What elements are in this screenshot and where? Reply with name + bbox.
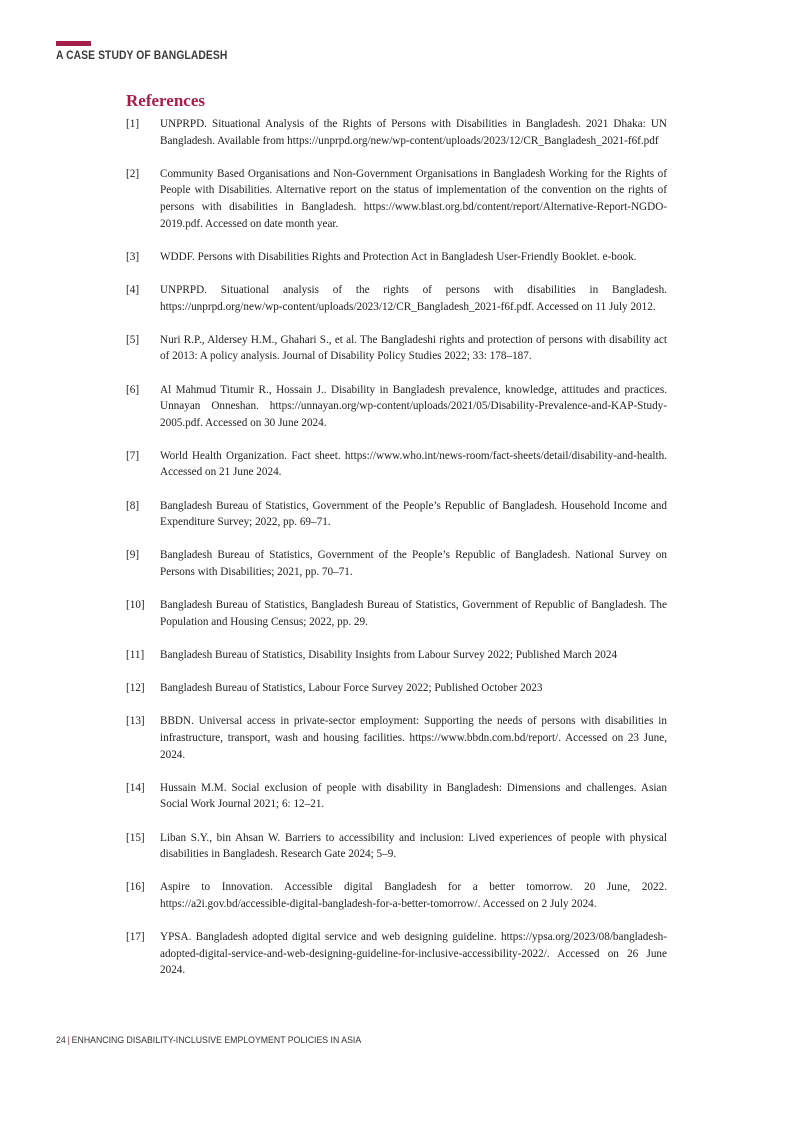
reference-text: Bangladesh Bureau of Statistics, Labour Force Survey 2022; Published October 2023	[160, 682, 543, 695]
footer-separator: |	[67, 1035, 70, 1046]
reference-number: [8]	[126, 499, 140, 512]
reference-item	[126, 382, 667, 432]
reference-number: [15]	[126, 831, 145, 844]
reference-text: UNPRPD. Situational Analysis of the Rights of Persons with Disabilities in Bangladesh. 2021 Dhaka: UN Bangladesh. Available from https://unprpd.org/new/wp-content/uploads/2023/12/CR_Bangladesh_2021-f6f.pdf	[160, 118, 667, 147]
reference-number: [4]	[126, 283, 140, 296]
reference-text: UNPRPD. Situational analysis of the rights of persons with disabilities in Bangladesh. https://unprpd.org/new/wp-content/uploads/2023/12/CR_Bangladesh_2021-f6f.pdf. Accessed on 11 July 2012.	[160, 283, 667, 313]
reference-text: YPSA. Bangladesh adopted digital service and web designing guideline. https://ypsa.org/2023/08/bangladesh-adopted-digital-service-and-web-designing-guideline-for-inclusive-accessibility-2022/. Accessed on 26 June 2024.	[160, 931, 667, 977]
reference-item	[126, 332, 667, 365]
reference-text: BBDN. Universal access in private-sector employment: Supporting the needs of persons with disabilities in infrastructure, transport, wash and housing facilities. https://www.bbdn.com.bd/report/. Accessed on 23 June, 2024.	[160, 715, 667, 761]
reference-number: [12]	[126, 682, 145, 695]
reference-text: Hussain M.M. Social exclusion of people with disability in Bangladesh: Dimensions and challenges. Asian Social Work Journal 2021; 6: 12–21.	[160, 781, 667, 811]
reference-item	[126, 547, 667, 580]
reference-text: Bangladesh Bureau of Statistics, Disability Insights from Labour Survey 2022; Published March 2024	[160, 649, 618, 661]
reference-text: WDDF. Persons with Disabilities Rights and Protection Act in Bangladesh User-Friendly Booklet. e-book.	[160, 250, 637, 263]
reference-text: Liban S.Y., bin Ahsan W. Barriers to accessibility and inclusion: Lived experiences of people with physical disabilities in Bangladesh. Research Gate 2024; 5–9.	[160, 831, 667, 861]
reference-number: [16]	[126, 881, 145, 894]
footer-publication-title: ENHANCING DISABILITY-INCLUSIVE EMPLOYMENT POLICIES IN ASIA	[71, 1035, 362, 1046]
running-header: A CASE STUDY OF BANGLADESH	[56, 48, 228, 62]
reference-list	[126, 116, 667, 995]
reference-item	[126, 116, 667, 149]
reference-text: Nuri R.P., Aldersey H.M., Ghahari S., et al. The Bangladeshi rights and protection of persons with disability act of 2013: A policy analysis. Journal of Disability Policy Studies 2022; 33: 178–187.	[160, 333, 667, 363]
reference-number: [14]	[126, 781, 145, 794]
reference-item	[126, 780, 667, 813]
reference-number: [1]	[126, 118, 140, 130]
header-accent-bar	[56, 41, 91, 46]
reference-text: Bangladesh Bureau of Statistics, Government of the People’s Republic of Bangladesh. Household Income and Expenditure Survey; 2022, pp. 69–71.	[160, 499, 667, 529]
reference-item	[126, 448, 667, 481]
reference-item	[126, 830, 667, 863]
reference-text: Bangladesh Bureau of Statistics, Bangladesh Bureau of Statistics, Government of Republic of Bangladesh. The Population and Housing Census; 2022, pp. 29.	[160, 599, 667, 628]
reference-text: Al Mahmud Titumir R., Hossain J.. Disability in Bangladesh prevalence, knowledge, attitudes and practices. Unnayan Onneshan. https://unnayan.org/wp-content/uploads/2021/05/Disability-Prevalence-and-KAP-Study-2005.pdf. Accessed on 30 June 2024.	[160, 383, 667, 429]
reference-item	[126, 713, 667, 763]
reference-number: [17]	[126, 931, 145, 944]
reference-number: [5]	[126, 333, 140, 346]
reference-number: [13]	[126, 715, 145, 728]
reference-number: [9]	[126, 549, 140, 562]
reference-item	[126, 647, 667, 664]
section-title: References	[126, 91, 205, 110]
reference-number: [7]	[126, 449, 140, 462]
reference-item	[126, 929, 667, 979]
reference-number: [3]	[126, 250, 140, 263]
reference-item	[126, 166, 667, 232]
reference-number: [10]	[126, 599, 145, 612]
reference-item	[126, 498, 667, 531]
reference-text: World Health Organization. Fact sheet. https://www.who.int/news-room/fact-sheets/detail/disability-and-health. Accessed on 21 June 2024.	[160, 449, 667, 479]
reference-item	[126, 879, 667, 912]
reference-text: Bangladesh Bureau of Statistics, Government of the People’s Republic of Bangladesh. National Survey on Persons with Disabilities; 2021, pp. 70–71.	[160, 549, 667, 579]
reference-item	[126, 282, 667, 315]
reference-number: [6]	[126, 383, 140, 396]
reference-text: Community Based Organisations and Non-Government Organisations in Bangladesh Working for the Rights of People with Disabilities. Alternative report on the status of implementation of the convention on the rights of persons with disabilities in Bangladesh. https://www.blast.org.bd/content/report/Alternative-Report-NGDO-2019.pdf. Accessed on date month year.	[160, 167, 667, 230]
reference-number: [2]	[126, 167, 140, 180]
page-footer	[56, 1035, 361, 1046]
reference-item	[126, 597, 667, 630]
reference-text: Aspire to Innovation. Accessible digital Bangladesh for a better tomorrow. 20 June, 2022. https://a2i.gov.bd/accessible-digital-bangladesh-for-a-better-tomorrow/. Accessed on 2 July 2024.	[160, 881, 667, 910]
reference-item	[126, 680, 667, 697]
page-number: 24	[56, 1035, 66, 1046]
reference-item	[126, 249, 667, 266]
reference-number: [11]	[126, 649, 145, 661]
